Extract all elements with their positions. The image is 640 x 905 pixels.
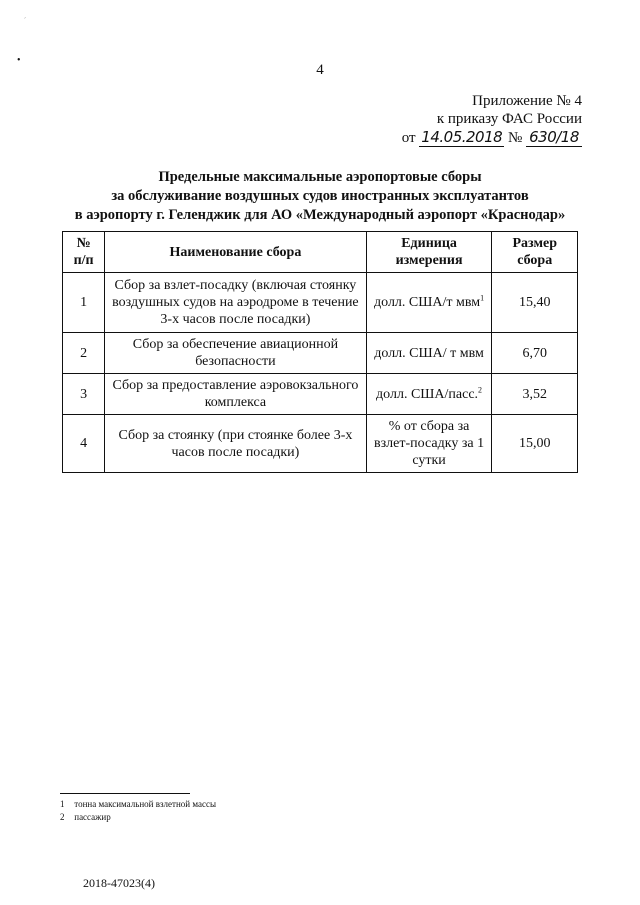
header-size-line-2: сбора [517, 253, 553, 268]
unit-text: долл. США/т мвм [374, 295, 481, 310]
header-number-line-1: № [76, 236, 91, 251]
document-code: 2018-47023(4) [83, 876, 155, 890]
footnote-mark: 2 [60, 812, 65, 822]
header-number-line-2: п/п [73, 253, 94, 268]
footnote-text: пассажир [74, 812, 111, 822]
unit-text: долл. США/пасс. [376, 386, 479, 402]
header-name: Наименование сбора [105, 232, 366, 273]
row-size: 3,52 [492, 374, 578, 415]
row-fee-name: Сбор за обеспечение авиационной безопасности [105, 333, 366, 374]
handwritten-number: 630/18 [526, 128, 582, 147]
header-size [492, 232, 578, 273]
scan-mark-tiny: ´ [24, 18, 26, 24]
row-number: 1 [63, 273, 105, 333]
header-unit-line-1: Единица [401, 236, 457, 251]
footnote-text: тонна максимальной взлетной массы [74, 799, 216, 809]
title-line-3: в аэропорту г. Геленджик для АО «Международный аэропорт «Краснодар» [74, 207, 566, 223]
date-prefix: от [401, 130, 416, 146]
row-size: 6,70 [492, 333, 578, 374]
appendix-order-ref: к приказу ФАС России [436, 111, 582, 127]
header-unit-line-2: измерения [395, 253, 463, 268]
row-fee-name: Сбор за предоставление аэровокзального комплекса [105, 374, 366, 415]
page-number: 4 [316, 62, 324, 78]
row-unit [366, 374, 492, 415]
appendix-date-number [362, 128, 582, 147]
row-fee-name: Сбор за взлет-посадку (включая стоянку воздушных судов на аэродроме в течение 3-х часов после посадки) [105, 273, 366, 333]
number-prefix: № [507, 130, 523, 146]
document-title [40, 168, 600, 225]
table-row [63, 374, 578, 415]
footnote-2 [60, 811, 216, 824]
title-line-1: Предельные максимальные аэропортовые сборы [158, 169, 482, 185]
table-row [63, 273, 578, 333]
table-row [63, 333, 578, 374]
row-unit: % от сбора за взлет-посадку за 1 сутки [366, 415, 492, 473]
footnote-separator [60, 793, 190, 794]
footnote-ref: 2 [478, 384, 483, 394]
footnotes [60, 798, 216, 824]
header-size-line-1: Размер [512, 236, 557, 251]
row-size: 15,40 [492, 273, 578, 333]
footnote-1 [60, 798, 216, 811]
title-line-2: за обслуживание воздушных судов иностранных эксплуатантов [111, 188, 529, 204]
row-size: 15,00 [492, 415, 578, 473]
footnote-mark: 1 [60, 799, 65, 809]
header-number [63, 232, 105, 273]
row-number: 4 [63, 415, 105, 473]
header-unit [366, 232, 492, 273]
appendix-title: Приложение № 4 [472, 93, 582, 109]
scan-mark-dot: • [17, 55, 21, 66]
table-row [63, 415, 578, 473]
appendix-block [362, 92, 582, 147]
table-header-row [63, 232, 578, 273]
handwritten-date: 14.05.2018 [421, 128, 503, 146]
row-unit [366, 333, 492, 374]
footnote-ref: 1 [480, 293, 485, 303]
row-number: 3 [63, 374, 105, 415]
row-number: 2 [63, 333, 105, 374]
fees-table [62, 231, 578, 473]
row-fee-name: Сбор за стоянку (при стоянке более 3-х часов после посадки) [105, 415, 366, 473]
unit-text: долл. США/ т мвм [374, 345, 484, 361]
row-unit [366, 273, 492, 333]
